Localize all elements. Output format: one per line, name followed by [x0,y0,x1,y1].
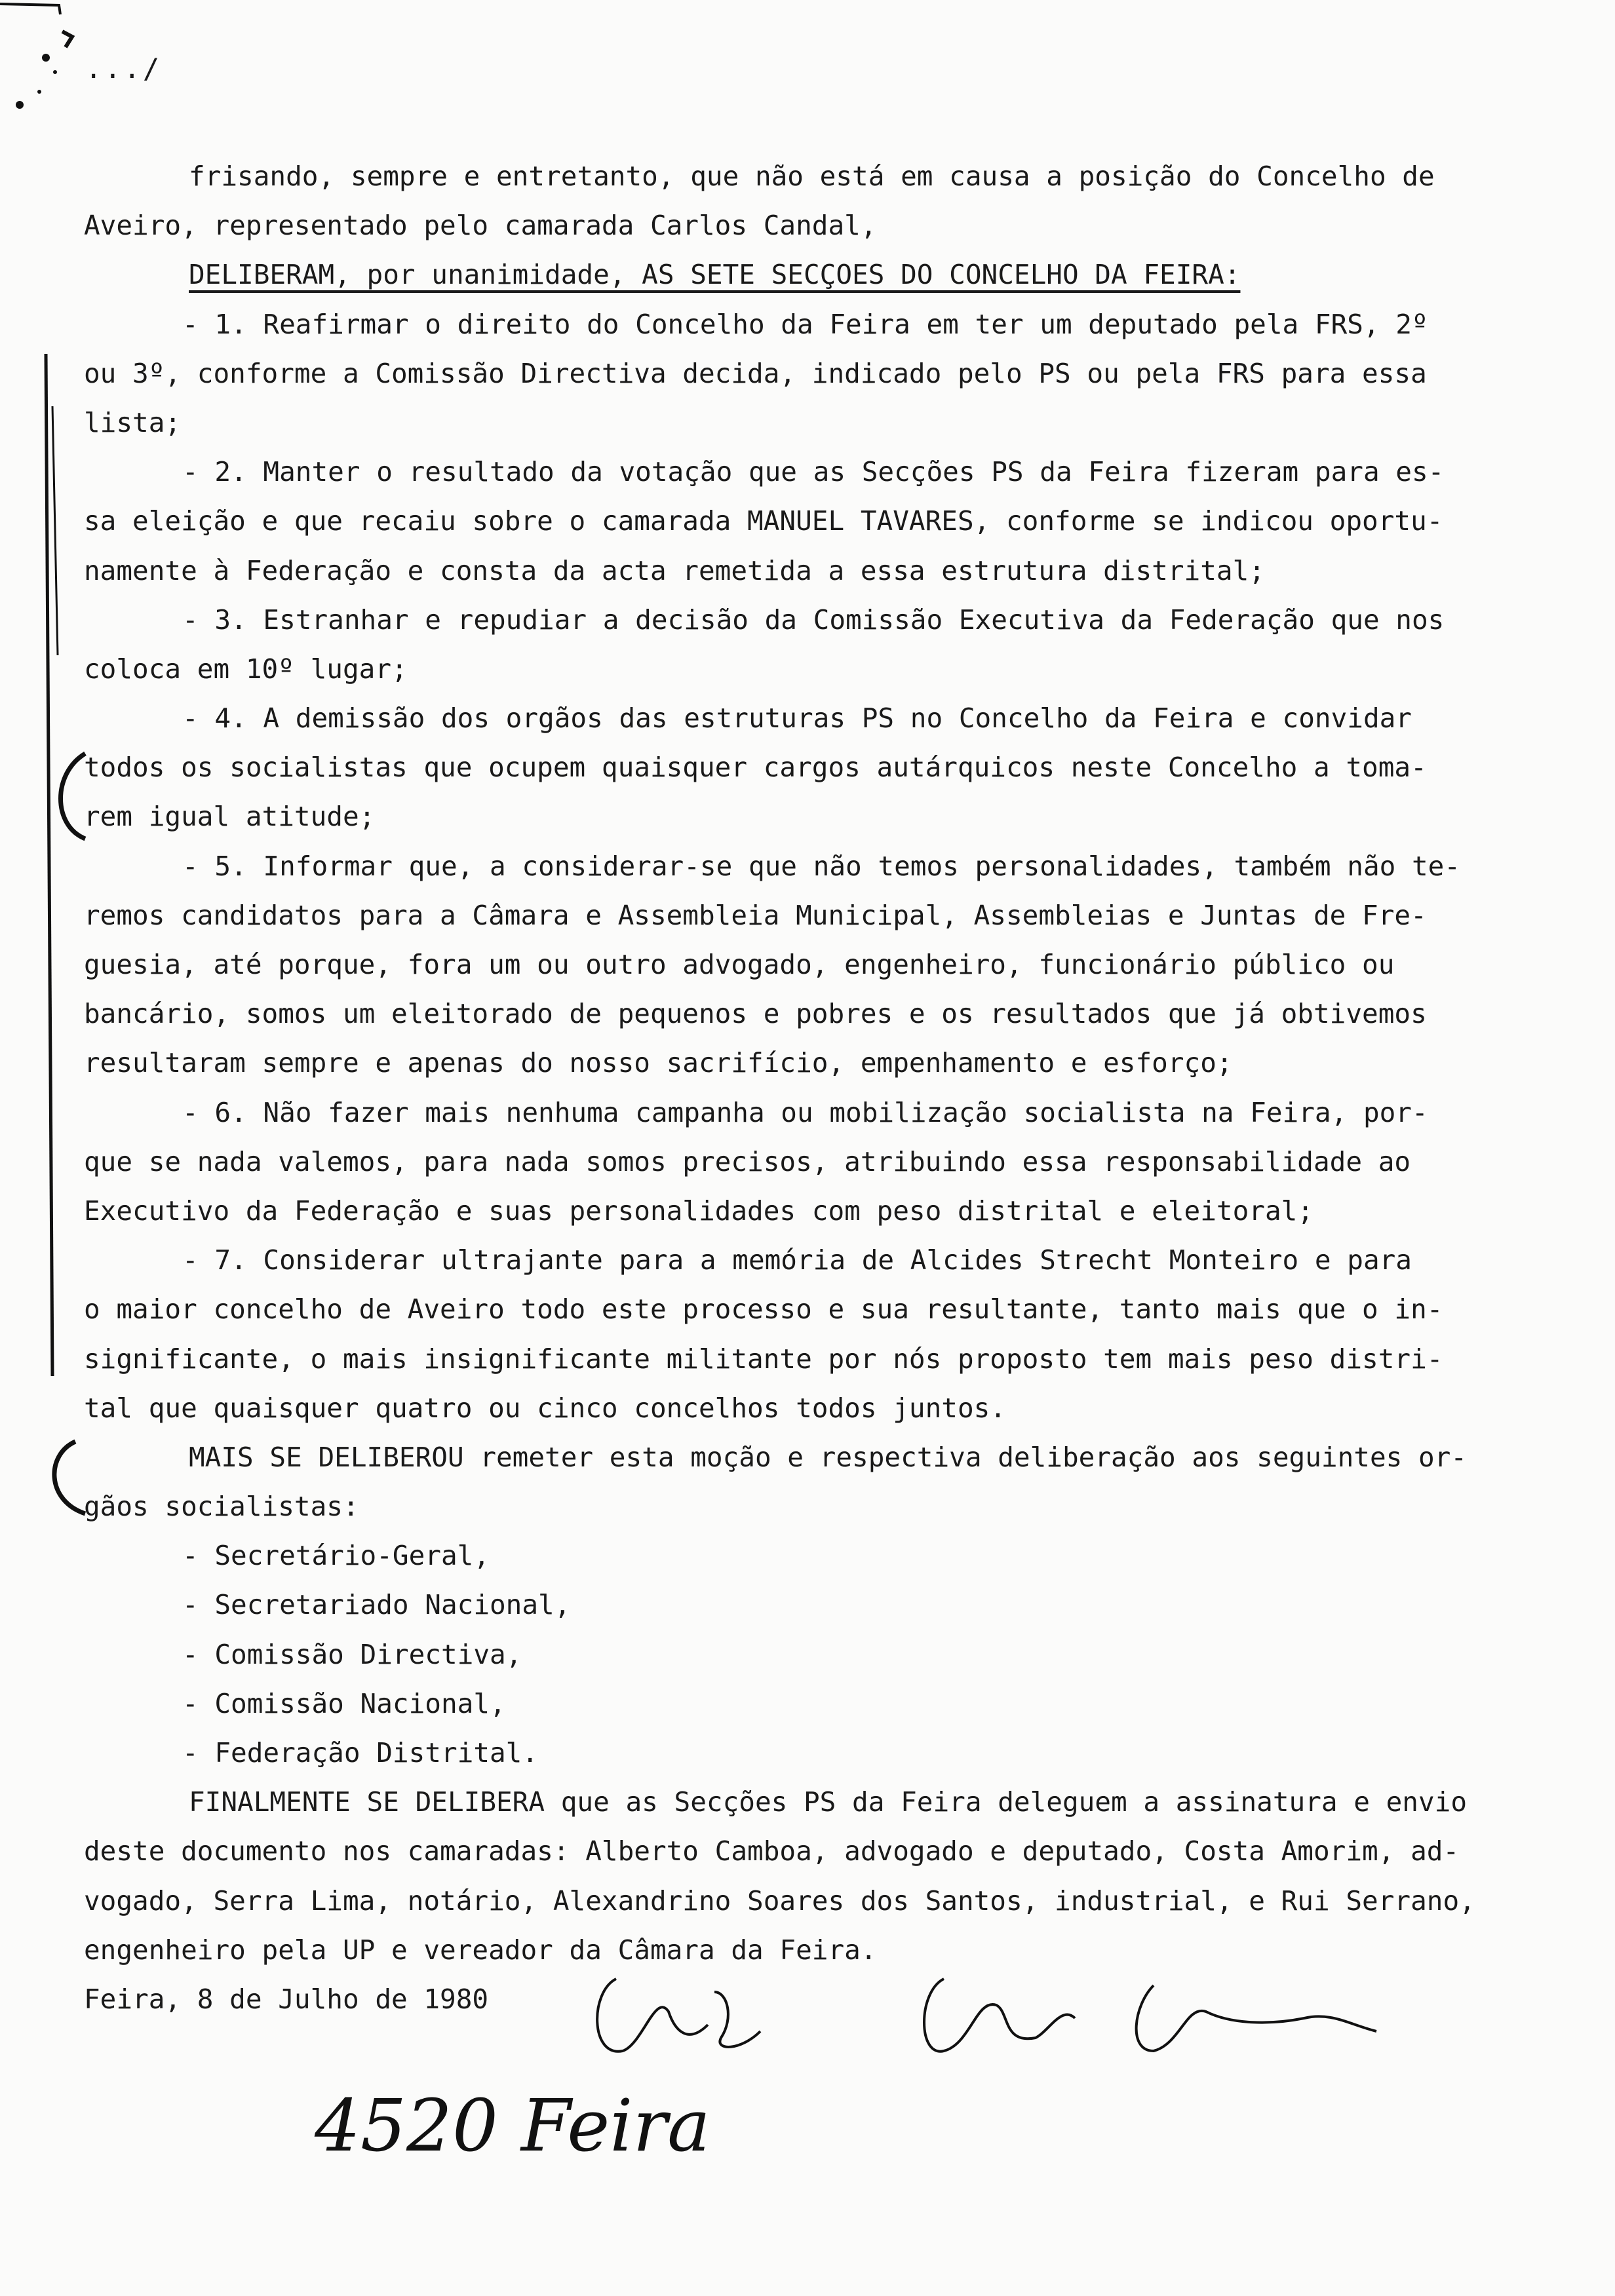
item-5-line: guesia, até porque, fora um ou outro advogado, engenheiro, funcionário público ou [84,949,1395,980]
deliberation-heading-text: DELIBERAM, por unanimidade, AS SETE SECÇOES DO CONCELHO DA FEIRA: [189,259,1241,291]
item-4-line: todos os socialistas que ocupem quaisquer cargos autárquicos neste Concelho a toma- [84,752,1427,784]
item-7-line: tal que quaisquer quatro ou cinco concelhos todos juntos. [84,1392,1006,1424]
item-3-line: coloca em 10º lugar; [84,653,408,685]
item-4-line: rem igual atitude; [84,801,376,833]
item-6-line: que se nada valemos, para nada somos precisos, atribuindo essa responsabilidade ao [84,1145,1411,1177]
place-date: Feira, 8 de Julho de 1980 [84,1983,489,2015]
item-7-line: o maior concelho de Aveiro todo este processo e sua resultante, tanto mais que o in- [84,1293,1443,1326]
handwritten-reference-note: 4520 Feira [315,2084,710,2168]
item-1-line: - 1. Reafirmar o direito do Concelho da Feira em ter um deputado pela FRS, 2º [182,308,1428,340]
item-1-line: ou 3º, conforme a Comissão Directiva decida, indicado pelo PS ou pela FRS para essa [84,357,1427,389]
item-7-line: - 7. Considerar ultrajante para a memória de Alcides Strecht Monteiro e para [182,1244,1412,1276]
recipient-list-item: - Comissão Directiva, [182,1638,522,1670]
item-4-line: - 4. A demissão dos orgãos das estruturas PS no Concelho da Feira e convidar [182,702,1412,735]
recipient-list-item: - Secretário-Geral, [182,1540,490,1572]
mais-paragraph-line: MAIS SE DELIBEROU remeter esta moção e respectiva deliberação aos seguintes or- [189,1441,1468,1473]
recipient-list-item: - Secretariado Nacional, [182,1589,571,1621]
final-paragraph-line: engenheiro pela UP e vereador da Câmara da Feira. [84,1934,877,1966]
final-paragraph-line: FINALMENTE SE DELIBERA que as Secções PS da Feira deleguem a assinatura e envio [189,1786,1468,1818]
handwritten-signature [577,1953,1429,2084]
item-2-line: sa eleição e que recaiu sobre o camarada MANUEL TAVARES, conforme se indicou oportu- [84,505,1443,537]
final-paragraph-line: deste documento nos camaradas: Alberto Camboa, advogado e deputado, Costa Amorim, ad- [84,1835,1460,1867]
continuation-mark: .../ [85,52,163,85]
item-2-line: namente à Federação e consta da acta remetida a essa estrutura distrital; [84,554,1265,586]
paragraph-line: frisando, sempre e entretanto, que não está em causa a posição do Concelho de [189,161,1435,192]
item-5-line: bancário, somos um eleitorado de pequenos e pobres e os resultados que já obtivemos [84,998,1427,1030]
item-6-line: Executivo da Federação e suas personalidades com peso distrital e eleitoral; [84,1195,1313,1227]
item-3-line: - 3. Estranhar e repudiar a decisão da Comissão Executiva da Federação que nos [182,603,1445,636]
item-5-line: remos candidatos para a Câmara e Assembleia Municipal, Assembleias e Juntas de Fre- [84,899,1427,931]
item-6-line: - 6. Não fazer mais nenhuma campanha ou mobilização socialista na Feira, por- [182,1096,1428,1128]
document-body [84,152,1546,2024]
final-paragraph-line: vogado, Serra Lima, notário, Alexandrino Soares dos Santos, industrial, e Rui Serrano, [84,1885,1475,1917]
item-7-line: significante, o mais insignificante militante por nós proposto tem mais peso distri- [84,1343,1443,1375]
item-5-line: resultaram sempre e apenas do nosso sacrifício, empenhamento e esforço; [84,1047,1233,1079]
recipient-list-item: - Comissão Nacional, [182,1687,506,1719]
item-2-line: - 2. Manter o resultado da votação que as Secções PS da Feira fizeram para es- [182,456,1445,488]
mais-paragraph-line: gãos socialistas: [84,1491,359,1523]
paragraph-line: Aveiro, representado pelo camarada Carlos Candal, [84,210,877,242]
deliberation-heading [84,250,1546,299]
recipient-list-item: - Federação Distrital. [182,1737,539,1769]
item-1-line: lista; [84,406,182,438]
item-5-line: - 5. Informar que, a considerar-se que não temos personalidades, também não te- [182,850,1461,882]
